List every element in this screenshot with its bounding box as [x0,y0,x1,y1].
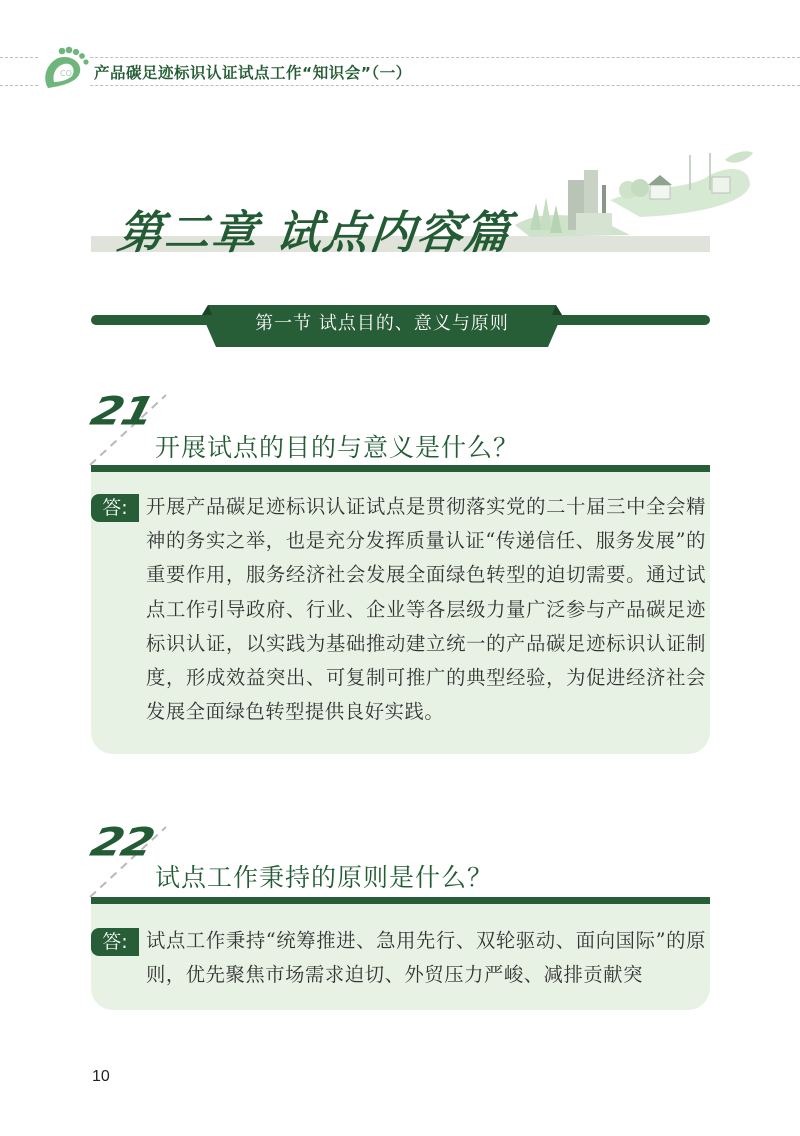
answer-text: 开展产品碳足迹标识认证试点是贯彻落实党的二十届三中全会精神的务实之举，也是充分发挥质量认证“传递信任、服务发展”的重要作用，服务经济社会发展全面绿色转型的迫切需要。通过试点工作引导政府、行业、企业等各层级力量广泛参与产品碳足迹标识认证，以实践为基础推动建立统一的产品碳足迹标识认证制度，形成效益突出、可复制可推广的典型经验，为促进经济社会发展全面绿色转型提供良好实践。 [146,495,706,724]
chapter-title: 第二章 试点内容篇 [114,206,515,259]
green-city-illustration [510,145,755,245]
question-title: 开展试点的目的与意义是什么？ [155,433,520,462]
question-number: 22 [86,819,158,865]
answer-badge: 答: [91,494,139,522]
running-header-title: 产品碳足迹标识认证试点工作“知识会”（一） [92,61,420,83]
page-number: 10 [92,1068,110,1085]
question-rule [91,897,710,904]
question-rule [91,465,710,472]
question-number: 21 [86,388,158,434]
answer-text: 试点工作秉持“统筹推进、急用先行、双轮驱动、面向国际”的原则，优先聚焦市场需求迫切、外贸压力严峻、减排贡献突 [146,929,706,987]
header-dashed-line-bottom [0,85,800,86]
footprint-logo-icon [40,42,90,94]
svg-text:CO: CO [60,69,72,78]
question-title: 试点工作秉持的原则是什么？ [155,863,494,892]
section-title: 第一节 试点目的、意义与原则 [255,313,509,334]
answer-badge: 答: [91,928,139,956]
header-dashed-line-top [0,57,800,58]
